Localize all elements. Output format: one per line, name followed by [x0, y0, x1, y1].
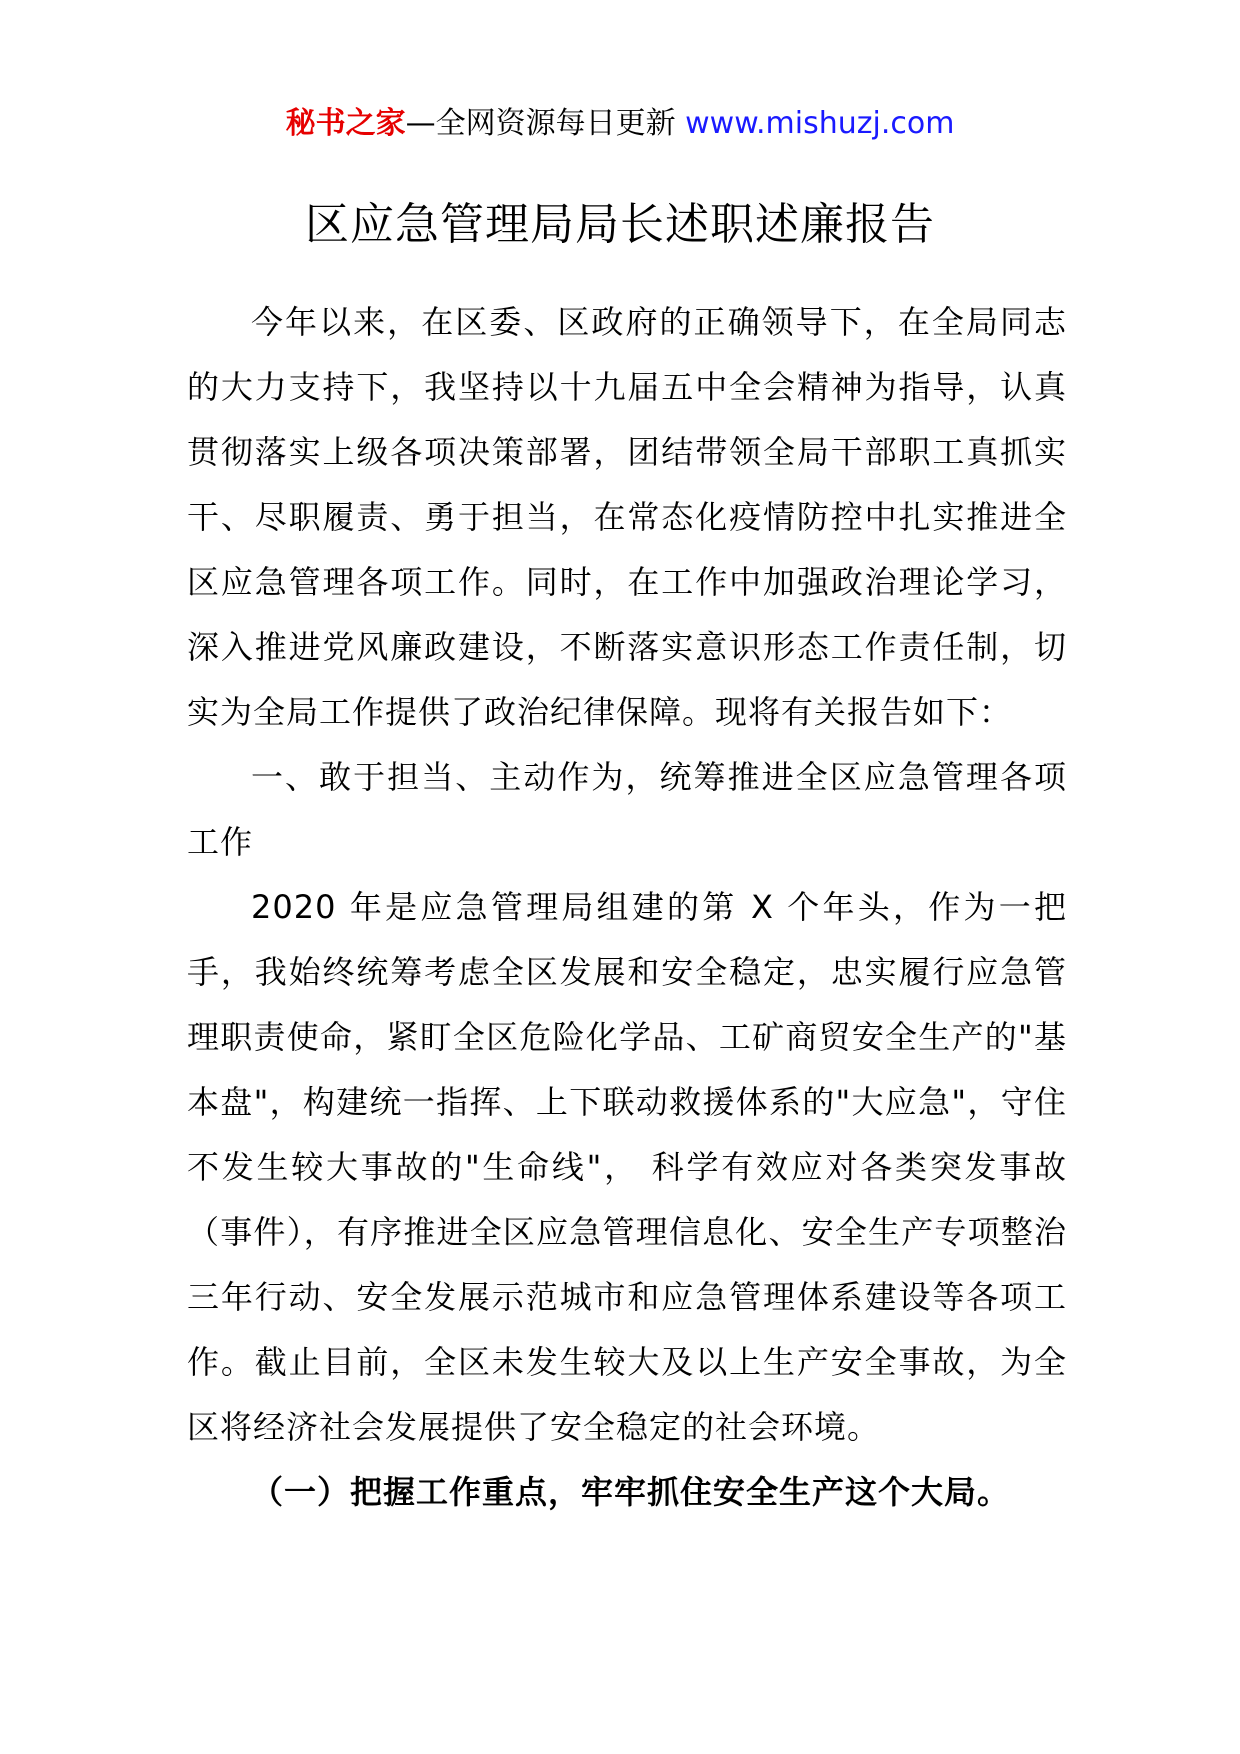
paragraph-intro: 今年以来，在区委、区政府的正确领导下，在全局同志的大力支持下，我坚持以十九届五中全会精神为指导，认真贯彻落实上级各项决策部署，团结带领全局干部职工真抓实干、尽职履责、勇于担当，在常态化疫情防控中扎实推进全区应急管理各项工作。同时，在工作中加强政治理论学习，深入推进党风廉政建设，不断落实意识形态工作责任制，切实为全局工作提供了政治纪律保障。现将有关报告如下： [187, 303, 1067, 731]
document-title: 区应急管理局局长述职述廉报告 [305, 199, 935, 250]
banner-slogan: —全网资源每日更新 [405, 106, 686, 141]
site-banner [0, 104, 1240, 144]
paragraph-section-1: 2020 年是应急管理局组建的第 X 个年头，作为一把手，我始终统筹考虑全区发展和安全稳定，忠实履行应急管理职责使命，紧盯全区危险化学品、工矿商贸安全生产的"基本盘"，构建统一指挥、上下联动救援体系的"大应急"，守住不发生较大事故的"生命线"， 科学有效应对各类突发事故（事件），有序推进全区应急管理信息化、安全生产专项整治三年行动、安全发展示范城市和应急管理体系建设等各项工作。截止目前，全区未发生较大及以上生产安全事故，为全区将经济社会发展提供了安全稳定的社会环境。 [187, 888, 1067, 1446]
section-heading-1: 一、敢于担当、主动作为，统筹推进全区应急管理各项工作 [187, 758, 1067, 861]
banner-url-link[interactable]: www.mishuzj.com [685, 106, 955, 141]
document-body [187, 290, 1067, 1525]
subsection-heading-1: （一）把握工作重点，牢牢抓住安全生产这个大局。 [251, 1473, 1011, 1511]
banner-brand: 秘书之家 [285, 106, 406, 141]
